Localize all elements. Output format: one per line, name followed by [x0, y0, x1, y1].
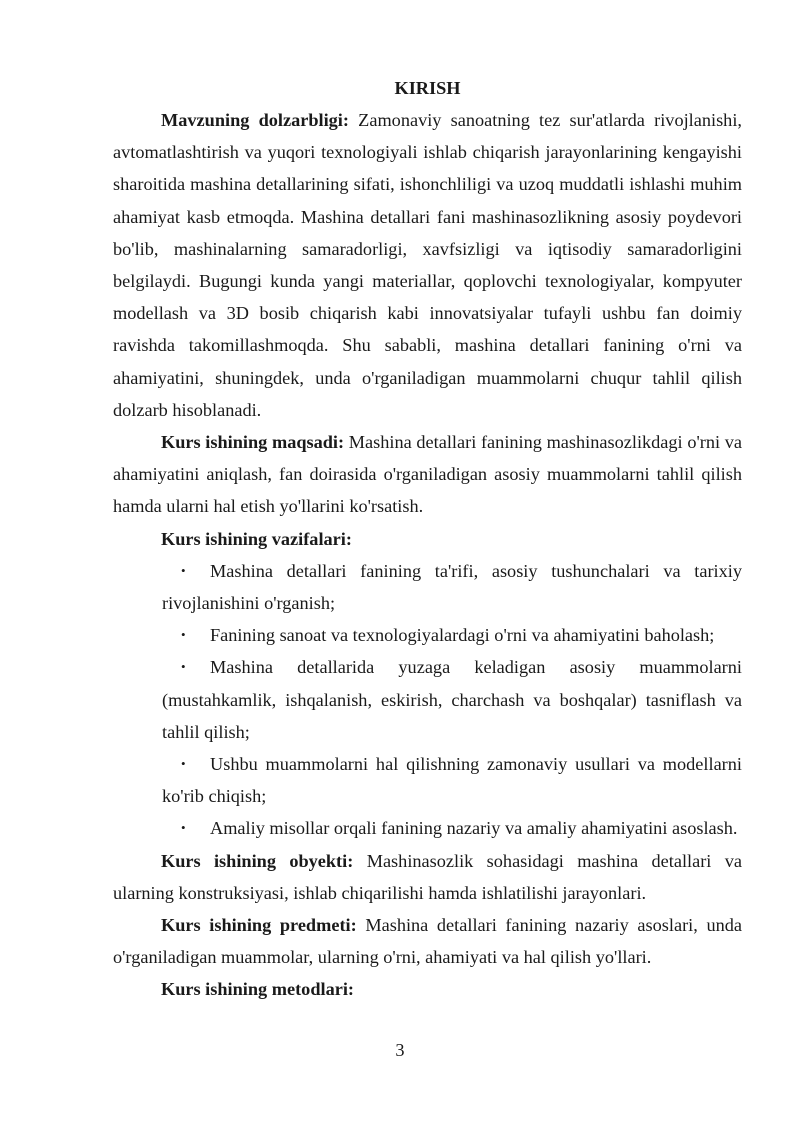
bullet-icon: •: [181, 756, 186, 772]
bullet-icon: •: [181, 659, 186, 675]
page-number: 3: [395, 1040, 405, 1060]
tasks-list: [113, 555, 742, 845]
subject-label: Kurs ishining predmeti:: [161, 915, 357, 936]
subject-paragraph: [113, 909, 742, 973]
goal-paragraph: [113, 426, 742, 523]
bullet-icon: •: [181, 627, 186, 643]
relevance-paragraph: [113, 104, 742, 426]
object-paragraph: [113, 845, 742, 909]
methods-label: Kurs ishining metodlari:: [161, 979, 354, 1000]
list-item-text: Ushbu muammolarni hal qilishning zamonaviy usullari va modellarni ko'rib chiqish;: [162, 754, 742, 807]
list-item: [113, 555, 742, 619]
list-item: [113, 651, 742, 748]
list-item-text: Mashina detallari fanining ta'rifi, asosiy tushunchalari va tarixiy rivojlanishini o'rganish;: [162, 560, 742, 614]
object-label: Kurs ishining obyekti:: [161, 850, 354, 871]
relevance-label: Mavzuning dolzarbligi:: [161, 110, 349, 130]
subject-text: Mashina detallari fanining nazariy asoslari, unda o'rganiladigan muammolar, ularning o'rni, ahamiyati va hal qilish yo'llari.: [113, 915, 742, 968]
bullet-icon: •: [181, 820, 186, 836]
bullet-icon: •: [181, 562, 186, 578]
list-item: [113, 748, 742, 812]
list-item: [113, 812, 742, 844]
list-item-text: Mashina detallarida yuzaga keladigan asosiy muammolarni (mustahkamlik, ishqalanish, eskirish, charchash va boshqalar) tasniflash va tahlil qilish;: [162, 657, 742, 742]
section-heading: KIRISH: [394, 78, 461, 98]
list-item: [113, 619, 742, 651]
object-text: Mashinasozlik sohasidagi mashina detallari va ularning konstruksiyasi, ishlab chiqarilishi hamda ishlatilishi jarayonlari.: [113, 850, 742, 903]
relevance-text: Zamonaviy sanoatning tez sur'atlarda rivojlanishi, avtomatlashtirish va yuqori texnologiyali ishlab chiqarish jarayonlarining kengayishi sharoitida mashina detallarining sifati, ishonchliligi va uzoq muddatli ishlashi muhim ahamiyat kasb etmoqda. Mashina detallari fani mashinasozlikning asosiy poydevori bo'lib, mashinalarning samaradorligi, xavfsizligi va iqtisodiy samaradorligini belgilaydi. Bugungi kunda yangi materiallar, qoplovchi texnologiyalar, kompyuter modellash va 3D bosib chiqarish kabi innovatsiyalar tufayli ushbu fan doimiy ravishda takomillashmoqda. Shu sababli, mashina detallari fanining o'rni va ahamiyatini, shuningdek, unda o'rganiladigan muammolarni chuqur tahlil qilish dolzarb hisoblanadi.: [113, 110, 742, 420]
list-item-text: Fanining sanoat va texnologiyalardagi o'rni va ahamiyatini baholash;: [210, 625, 715, 646]
tasks-label: Kurs ishining vazifalari:: [161, 528, 352, 549]
document-page: [113, 72, 742, 1006]
list-item-text: Amaliy misollar orqali fanining nazariy va amaliy ahamiyatini asoslash.: [210, 818, 738, 839]
goal-label: Kurs ishining maqsadi:: [161, 432, 345, 453]
goal-text: Mashina detallari fanining mashinasozlikdagi o'rni va ahamiyatini aniqlash, fan doirasida o'rganiladigan asosiy muammolarni tahlil qilish hamda ularni hal etish yo'llarini ko'rsatish.: [113, 432, 742, 517]
